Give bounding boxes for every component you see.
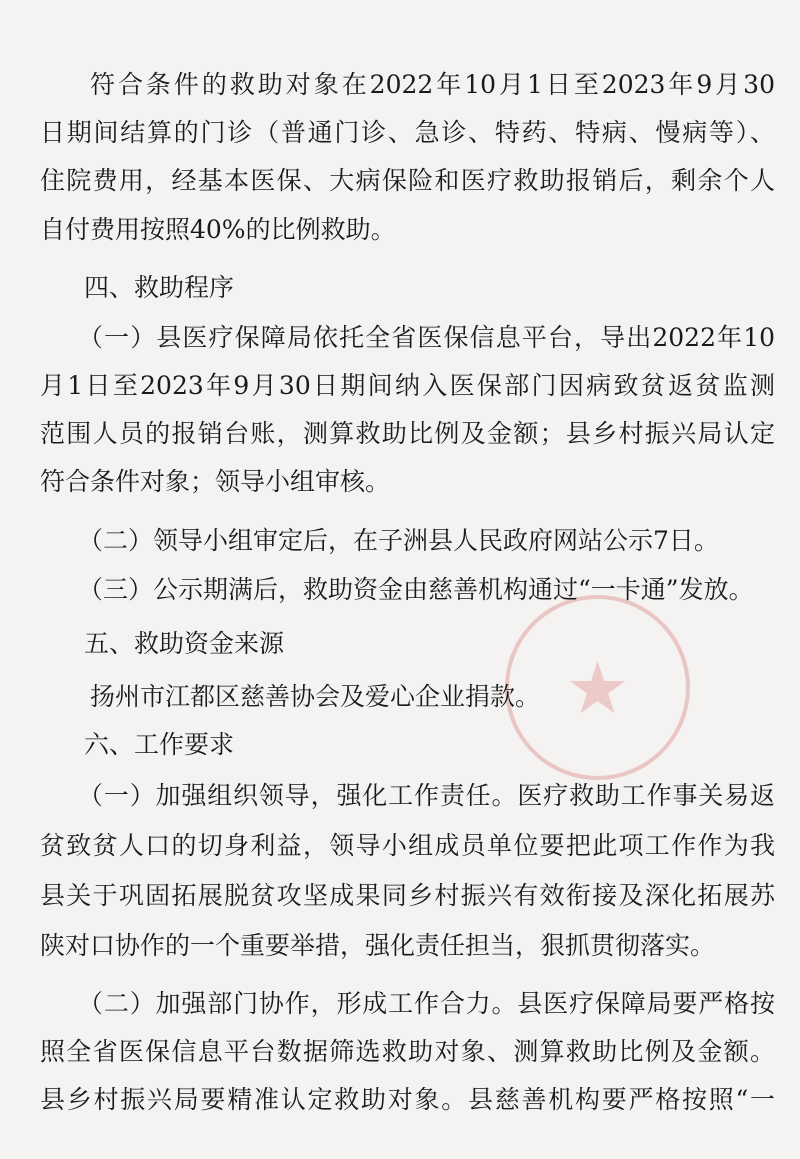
section-heading-funding-source: 五、救助资金来源	[84, 629, 285, 658]
body-line: 符合条件的救助对象在2022年10月1日至2023年9月30	[90, 70, 775, 99]
body-line: 日期间结算的门诊（普通门诊、急诊、特药、特病、慢病等）、	[40, 118, 775, 147]
body-line: （一）加强组织领导，强化工作责任。医疗救助工作事关易返	[78, 781, 775, 810]
section-heading-procedure: 四、救助程序	[84, 273, 235, 302]
body-line: （一）县医疗保障局依托全省医保信息平台，导出2022年10	[78, 323, 775, 352]
seal-star-icon: ★	[565, 645, 630, 730]
body-line: （三）公示期满后，救助资金由慈善机构通过“一卡通”发放。	[78, 575, 754, 604]
body-line: 范围人员的报销台账，测算救助比例及金额；县乡村振兴局认定	[40, 419, 775, 448]
section-heading-work-requirements: 六、工作要求	[84, 730, 235, 759]
body-line: （二）领导小组审定后，在子洲县人民政府网站公示7日。	[78, 526, 719, 555]
body-line: 县乡村振兴局要精准认定救助对象。县慈善机构要严格按照“一	[40, 1085, 775, 1114]
body-line: 县关于巩固拓展脱贫攻坚成果同乡村振兴有效衔接及深化拓展苏	[40, 881, 775, 910]
body-line: 贫致贫人口的切身利益，领导小组成员单位要把此项工作作为我	[40, 831, 775, 860]
body-line: 扬州市江都区慈善协会及爱心企业捐款。	[90, 682, 541, 711]
body-line: 住院费用，经基本医保、大病保险和医疗救助报销后，剩余个人	[40, 166, 775, 195]
body-line: 自付费用按照40%的比例救助。	[40, 215, 396, 244]
body-line: 符合条件对象；领导小组审核。	[40, 467, 391, 496]
body-line: （二）加强部门协作，形成工作合力。县医疗保障局要严格按	[78, 989, 775, 1018]
body-line: 照全省医保信息平台数据筛选救助对象、测算救助比例及金额。	[40, 1037, 775, 1066]
body-line: 月1日至2023年9月30日期间纳入医保部门因病致贫返贫监测	[40, 371, 775, 400]
body-line: 陕对口协作的一个重要举措，强化责任担当，狠抓贯彻落实。	[40, 931, 716, 960]
